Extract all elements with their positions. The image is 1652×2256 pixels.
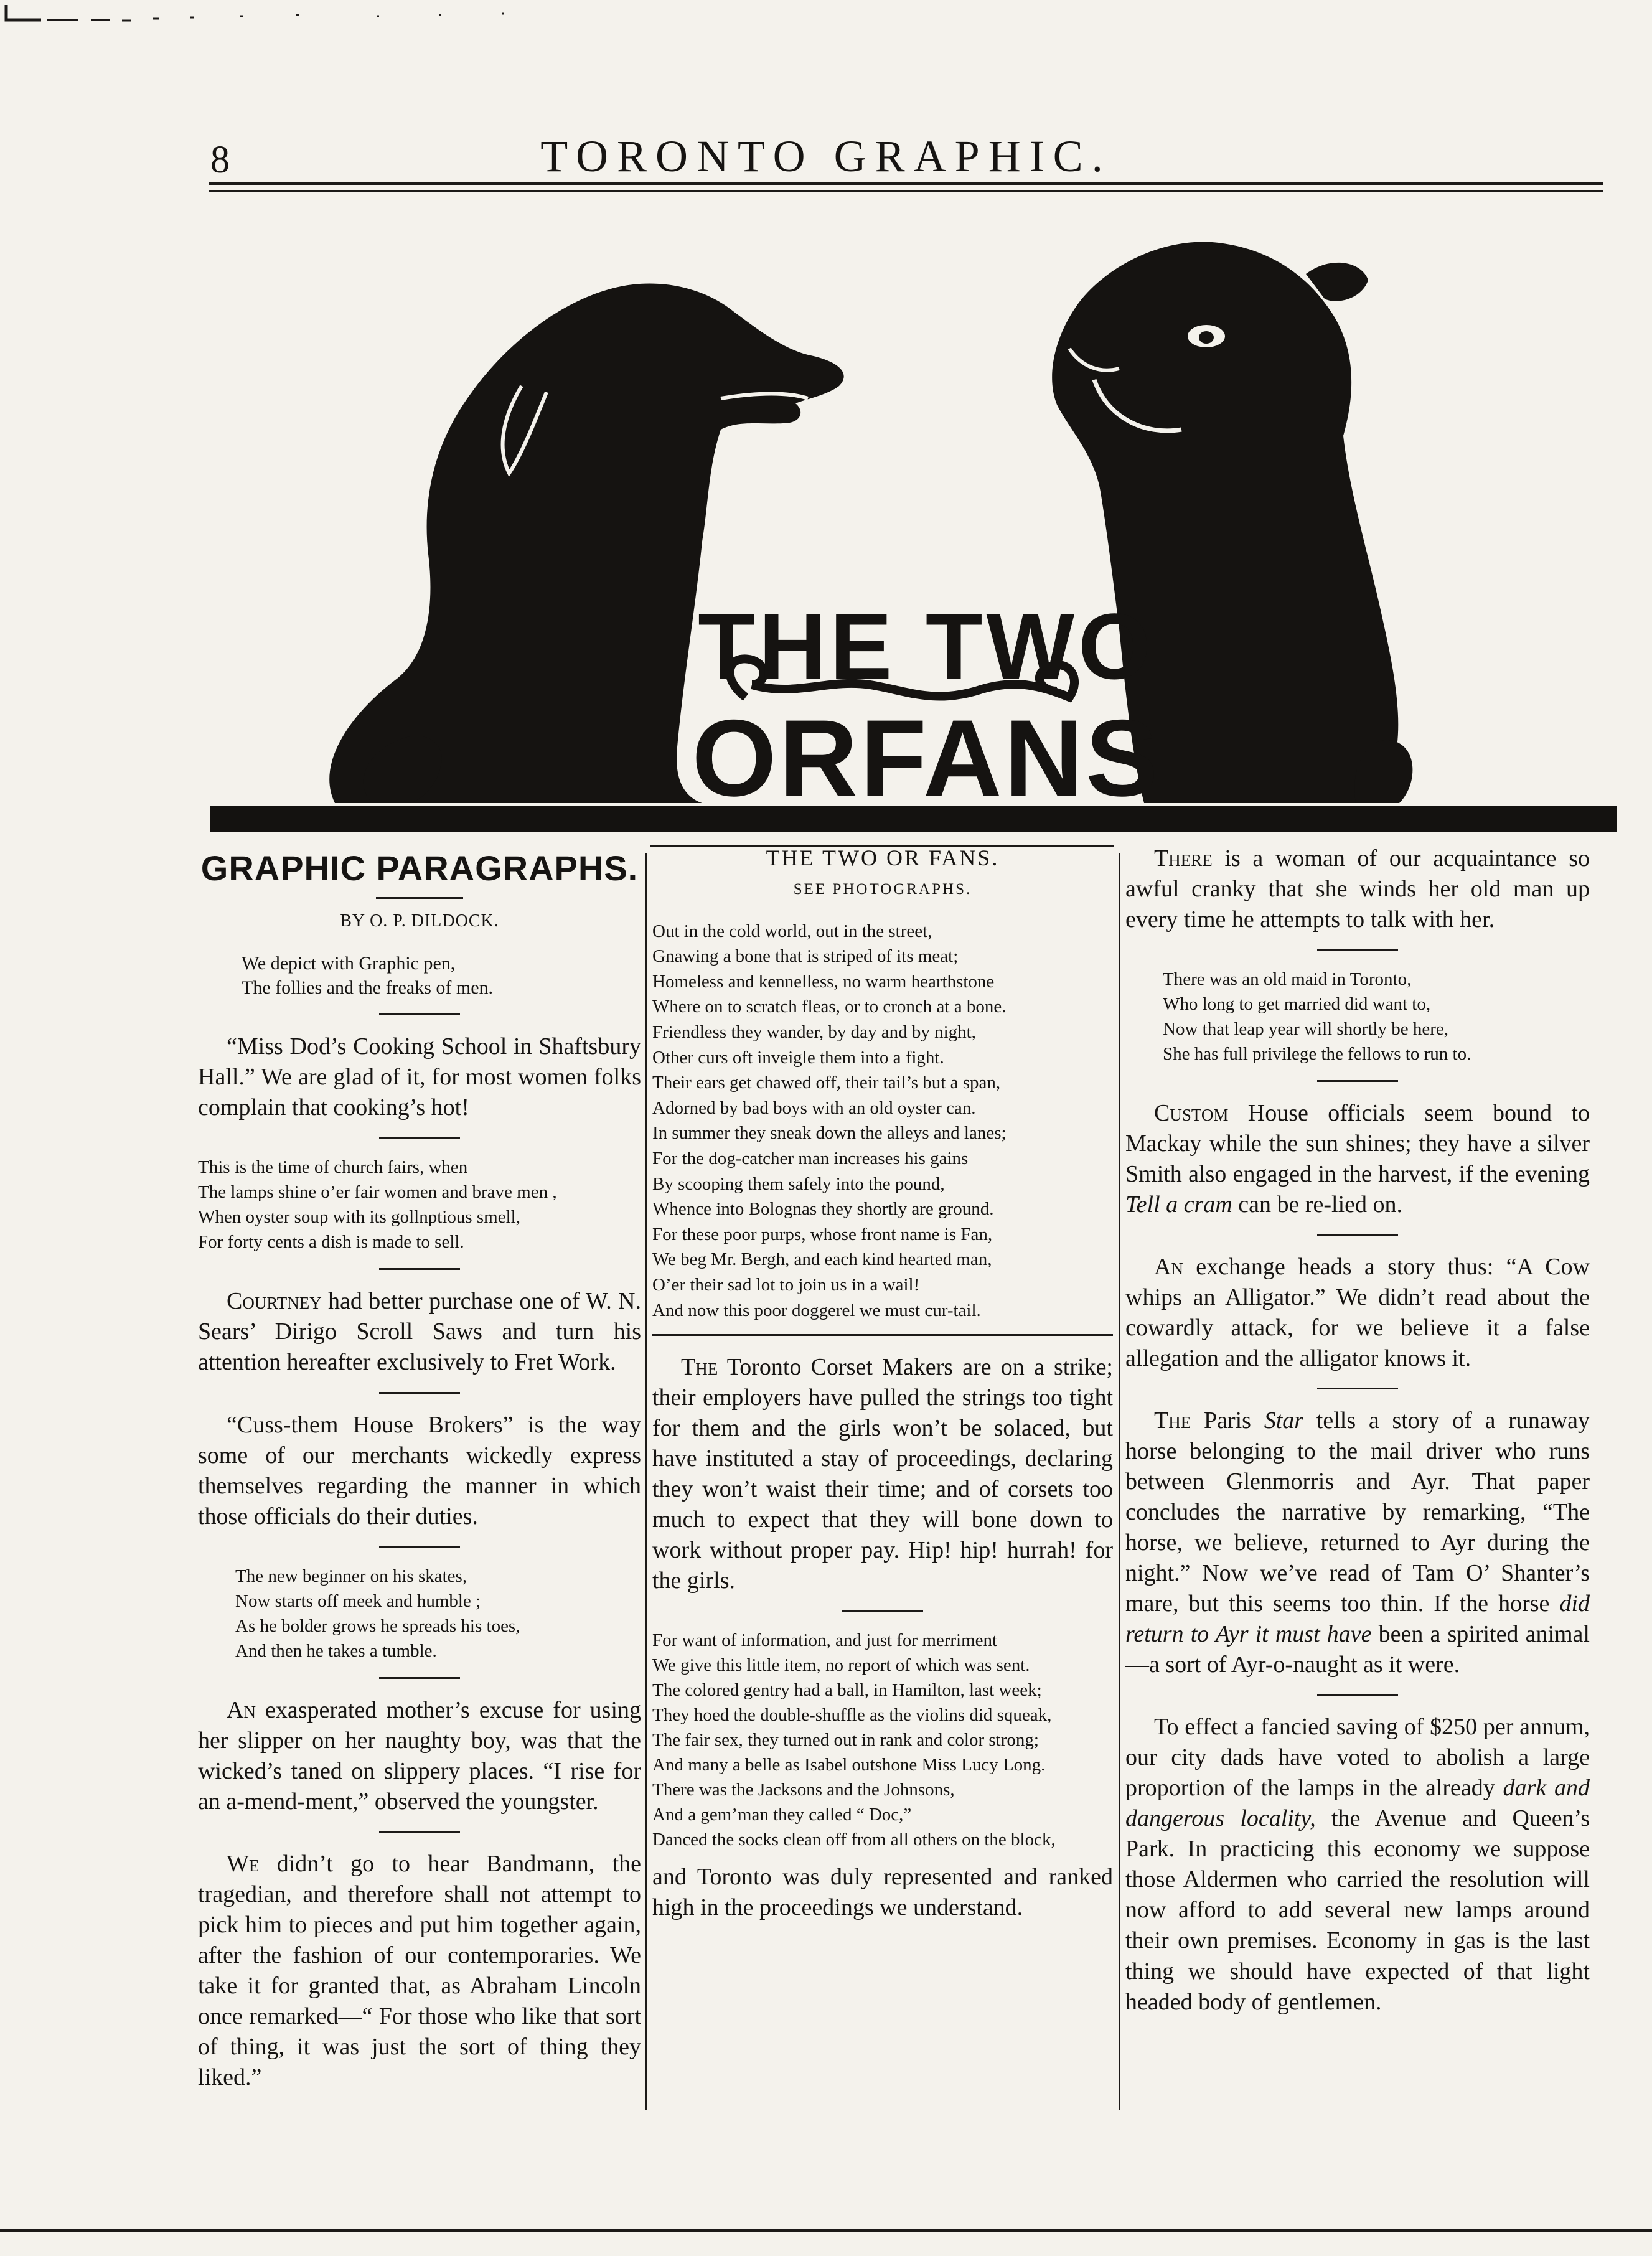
section-heading: GRAPHIC PARAGRAPHS. xyxy=(200,848,639,888)
italic-text: dark and dangerous locality, xyxy=(1125,1775,1590,1832)
poem-line: Their ears get chawed off, their tail’s but a span, xyxy=(652,1073,1001,1093)
verse-line: The fair sex, they turned out in rank and color strong; xyxy=(652,1730,1039,1751)
verse-line: And a gem’man they called “ Doc,” xyxy=(652,1805,912,1825)
lead-word: There xyxy=(1154,845,1213,872)
paragraph-corset-makers xyxy=(652,1352,1113,1596)
byline: BY O. P. DILDOCK. xyxy=(340,911,499,931)
paragraph-text: exchange heads a story thus: “A Cow whips an Alligator.” We didn’t read about the cowardly attack, for we believe it a false allegation and the alligator knows it. xyxy=(1125,1254,1590,1372)
poem-line: In summer they sneak down the alleys and lanes; xyxy=(652,1123,1007,1144)
lead-word: The xyxy=(681,1354,718,1381)
verse-line: The colored gentry had a ball, in Hamilton, last week; xyxy=(652,1680,1042,1701)
poem-line: For these poor purps, whose front name is Fan, xyxy=(652,1224,993,1244)
two-dogs-cartoon xyxy=(210,205,1617,840)
paragraph-text: To effect a fancied saving of $250 per annum, our city dads have voted to abolish a large proportion of the lamps in the already xyxy=(1125,1714,1590,1802)
verse-line: Who long to get married did want to, xyxy=(1163,994,1431,1015)
verse-line: There was the Jacksons and the Johnsons, xyxy=(652,1780,955,1800)
paragraph-text: didn’t go to hear Bandmann, the tragedian, and therefore shall not attempt to pick him to pieces and put him together again, after the fashion of our contemporaries. We take it for granted that, as Abraham Lincoln once remarked—“ For those who like that sort of thing, it was just the sort of thing they liked.” xyxy=(198,1850,641,2090)
separator xyxy=(379,1831,460,1833)
paragraph-alligator xyxy=(1125,1252,1590,1374)
motto-verse xyxy=(198,951,641,1000)
paragraph-scroll-saws xyxy=(198,1286,641,1378)
poem-line: Whence into Bolognas they shortly are ground. xyxy=(652,1199,994,1220)
heading-rule xyxy=(376,897,463,899)
poem-line: Other curs oft inveigle them into a fight. xyxy=(652,1047,944,1068)
verse-church-fairs xyxy=(198,1155,641,1254)
cartoon-title-line1: THE TWO xyxy=(698,594,1155,698)
lead-word: An xyxy=(227,1696,256,1723)
column-divider-left xyxy=(645,853,647,2110)
cartoon-title-line2: ORFANS xyxy=(692,698,1161,819)
lead-word: An xyxy=(1154,1254,1183,1281)
verse-skates xyxy=(198,1564,641,1663)
lead-word: Courtney xyxy=(227,1288,322,1315)
newspaper-title: TORONTO GRAPHIC. xyxy=(540,131,1112,181)
verse-line: For forty cents a dish is made to sell. xyxy=(198,1232,464,1253)
masthead-rule-top xyxy=(209,182,1603,185)
paragraph-city-lamps xyxy=(1125,1712,1590,2017)
verse-line: They hoed the double-shuffle as the violins did squeak, xyxy=(652,1705,1052,1726)
verse-line: Now starts off meek and humble ; xyxy=(235,1591,481,1611)
corner-mark xyxy=(4,4,639,22)
italic-text: did return to Ayr it must have xyxy=(1125,1591,1590,1648)
poem-line: Gnawing a bone that is striped of its meat; xyxy=(652,946,959,967)
poem-subtitle: SEE PHOTOGRAPHS. xyxy=(793,881,972,898)
verse-line: For want of information, and just for merriment xyxy=(652,1630,998,1651)
lead-word: Custom xyxy=(1154,1100,1229,1127)
separator xyxy=(1317,1234,1398,1236)
separator xyxy=(379,1677,460,1679)
verse-line: And many a belle as Isabel outshone Miss Lucy Long. xyxy=(652,1755,1046,1775)
column-1 xyxy=(198,844,641,2104)
separator xyxy=(379,1013,460,1015)
lead-word: We xyxy=(227,1850,260,1877)
separator xyxy=(379,1392,460,1394)
paragraph-custom-house xyxy=(1125,1098,1590,1220)
lead-word: The xyxy=(1154,1408,1191,1434)
paragraph-runaway-horse xyxy=(1125,1406,1590,1680)
poem-title: THE TWO OR FANS. xyxy=(766,845,1000,870)
poem-line: O’er their sad lot to join us in a wail! xyxy=(652,1275,920,1295)
verse-line: Now that leap year will shortly be here, xyxy=(1163,1019,1449,1040)
verse-old-maid xyxy=(1125,967,1590,1066)
verse-line: The lamps shine o’er fair women and brave men , xyxy=(198,1182,557,1203)
paragraph-text: been a spirited animal—a sort of Ayr-o-naught as it were. xyxy=(1125,1621,1590,1678)
column-divider-right xyxy=(1119,853,1120,2110)
verse-line: There was an old maid in Toronto, xyxy=(1163,969,1412,990)
paragraph-bandmann xyxy=(198,1849,641,2093)
italic-text: Star xyxy=(1264,1408,1304,1434)
verse-hamilton-ball xyxy=(652,1628,1113,1852)
column-3 xyxy=(1125,844,1590,2029)
poem-box xyxy=(652,844,1113,1336)
verse-line: The new beginner on his skates, xyxy=(235,1566,467,1586)
verse-line: As he bolder grows he spreads his toes, xyxy=(235,1615,520,1636)
verse-line: This is the time of church fairs, when xyxy=(198,1157,468,1178)
paragraph-toronto-represented: and Toronto was duly represented and ranked high in the proceedings we understand. xyxy=(652,1864,1113,1921)
separator xyxy=(1317,1080,1398,1082)
poem-line: Homeless and kennelless, no warm hearthstone xyxy=(652,971,995,992)
separator xyxy=(379,1268,460,1270)
paragraph-slipper xyxy=(198,1695,641,1817)
motto-line: We depict with Graphic pen, xyxy=(242,953,456,974)
separator xyxy=(379,1546,460,1548)
verse-line: When oyster soup with its gollnptious smell, xyxy=(198,1207,520,1228)
poem-line: Out in the cold world, out in the street, xyxy=(652,921,932,941)
page-number: 8 xyxy=(210,139,230,181)
paragraph-text: is a woman of our acquaintance so awful cranky that she winds her old man up every time he attempts to talk with her. xyxy=(1125,845,1590,933)
poem-line: By scooping them safely into the pound, xyxy=(652,1173,945,1194)
poem-line: And now this poor doggerel we must cur-tail. xyxy=(652,1300,981,1320)
verse-line: We give this little item, no report of which was sent. xyxy=(652,1655,1030,1676)
verse-line: Danced the socks clean off from all others on the block, xyxy=(652,1830,1056,1850)
poem-line: Where on to scratch fleas, or to cronch at a bone. xyxy=(652,997,1007,1017)
paragraph-cranky-woman xyxy=(1125,844,1590,935)
motto-line: The follies and the freaks of men. xyxy=(242,977,494,999)
poem-line: We beg Mr. Bergh, and each kind hearted man, xyxy=(652,1249,992,1270)
paragraph-text: can be re-lied on. xyxy=(1232,1191,1402,1218)
poem-line: For the dog-catcher man increases his gains xyxy=(652,1149,969,1169)
paragraph-house-brokers: “Cuss-them House Brokers” is the way some of our merchants wickedly express themselves regarding the manner in which those officials do their duties. xyxy=(198,1411,641,1530)
poem-line: Adorned by bad boys with an old oyster can. xyxy=(652,1097,976,1118)
paragraph-text: House officials seem bound to Mackay while the sun shines; they have a silver Smith also engaged in the harvest, if the evening xyxy=(1125,1100,1590,1188)
paragraph-text: Toronto Corset Makers are on a strike; their employers have pulled the strings too tight for them and the girls won’t be solaced, but have instituted a stay of proceedings, declaring they won’t waist their time; and of corsets too much to expect that they will bone down to work without proper pay. Hip! hip! hurrah! for the girls. xyxy=(652,1354,1113,1594)
masthead-rule-bottom xyxy=(209,190,1603,192)
separator xyxy=(1317,949,1398,951)
paragraph-text: tells a story of a runaway horse belonging to the mail driver who runs between Glenmorris and Ayr. That paper concludes the narrative by remarking, “The horse, we believe, returned to Ayr during the night.” Now we’ve read of Tam O’ Shanter’s mare, but this seems too thin. If the horse xyxy=(1125,1408,1590,1617)
poem-line: Friendless they wander, by day and by night, xyxy=(652,1022,976,1043)
page-bottom-rule xyxy=(0,2229,1652,2232)
separator xyxy=(842,1610,923,1612)
verse-line: And then he takes a tumble. xyxy=(235,1640,437,1661)
paragraph-cooking-school: “Miss Dod’s Cooking School in Shaftsbury Hall.” We are glad of it, for most women folks complain that cooking’s hot! xyxy=(198,1033,641,1121)
paragraph-text: exasperated mother’s excuse for using her slipper on her naughty boy, was that the wicked’s taned on slippery places. “I rise for an a-mend-ment,” observed the youngster. xyxy=(198,1696,641,1815)
column-2 xyxy=(652,844,1113,1934)
paragraph-text: the Avenue and Queen’s Park. In practicing this economy we suppose those Aldermen who carried the resolution will now afford to add several new lamps around their own premises. Economy in gas is the last thing we should have expected of that light headed body of gentlemen. xyxy=(1125,1805,1590,2015)
verse-line: She has full privilege the fellows to run to. xyxy=(1163,1044,1471,1065)
separator xyxy=(379,1137,460,1139)
separator xyxy=(1317,1694,1398,1696)
paragraph-text: had better purchase one of W. N. Sears’ Dirigo Scroll Saws and turn his attention hereafter exclusively to Fret Work. xyxy=(198,1288,641,1376)
paragraph-text: Paris xyxy=(1191,1408,1264,1434)
poem-two-orfans xyxy=(652,919,1113,1323)
italic-text: Tell a cram xyxy=(1125,1191,1232,1218)
separator xyxy=(1317,1388,1398,1389)
